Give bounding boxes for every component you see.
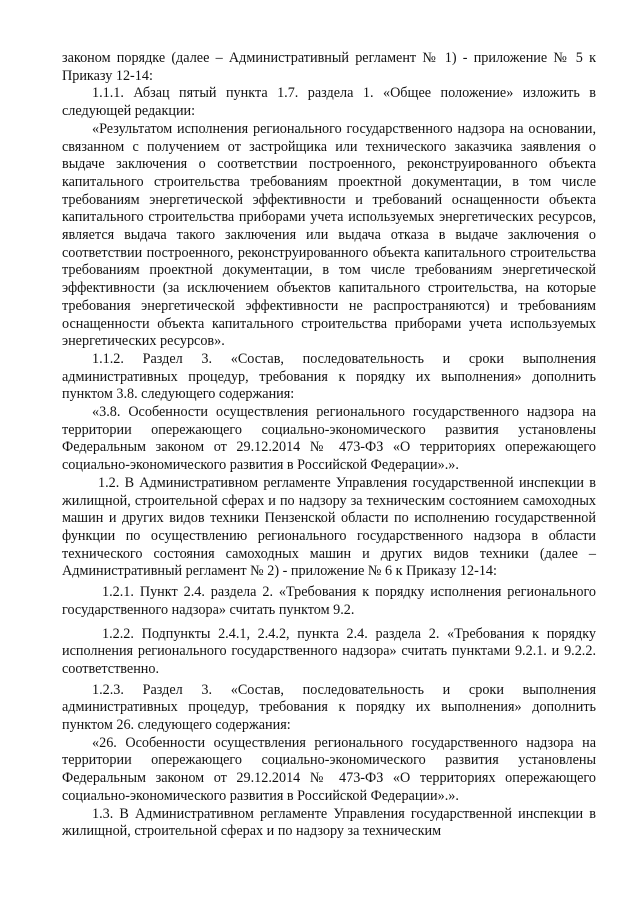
paragraph-quote-26: «26. Особенности осуществления регионального государственного надзора на территории опережающего социально-экономического развития установлены Федеральным законом от 29.12.2014 № 473-ФЗ «О территориях опережающего социально-экономического развития в Российской Федерации».». bbox=[62, 734, 596, 804]
paragraph-1-1-2: 1.1.2. Раздел 3. «Состав, последовательность и сроки выполнения административных процедур, требования к порядку их выполнения» дополнить пунктом 3.8. следующего содержания: bbox=[62, 350, 596, 403]
paragraph-1-2: 1.2. В Административном регламенте Управления государственной инспекции в жилищной, строительной сферах и по надзору за техническим состоянием самоходных машин и других видов техники Пензенской области по исполнению государственной функции по осуществлению регионального государственного надзора в области технического состояния самоходных машин и других видов техники (далее – Административный регламент № 2) - приложение № 6 к Приказу 12-14: bbox=[62, 474, 596, 580]
paragraph-1-3: 1.3. В Административном регламенте Управления государственной инспекции в жилищной, строительной сферах и по надзору за техническим bbox=[62, 805, 596, 840]
paragraph-1-1-1: 1.1.1. Абзац пятый пункта 1.7. раздела 1. «Общее положение» изложить в следующей редакции: bbox=[62, 85, 596, 120]
paragraph-quote-3-8: «3.8. Особенности осуществления регионального государственного надзора на территории опережающего социально-экономического развития установлены Федеральным законом от 29.12.2014 № 473-ФЗ «О территориях опережающего социально-экономического развития в Российской Федерации».». bbox=[62, 404, 596, 474]
paragraph-1-2-2: 1.2.2. Подпункты 2.4.1, 2.4.2, пункта 2.4. раздела 2. «Требования к порядку исполнения регионального государственного надзора» считать пунктами 9.2.1. и 9.2.2. соответственно. bbox=[62, 625, 596, 677]
paragraph-intro-continuation: законом порядке (далее – Административный регламент № 1) - приложение № 5 к Приказу 12-14: bbox=[62, 50, 596, 84]
paragraph-quote-result: «Результатом исполнения регионального государственного надзора на основании, связанном с получением от застройщика или технического заказчика заявления о выдаче заключения о соответствии построенного, реконструированного объекта капитального строительства требованиям проектной документации, в том числе требованиям энергетической эффективности и требований оснащенности объекта капитального строительства приборами учета используемых энергетических ресурсов, является выдача такого заключения или выдача отказа в выдаче заключения о соответствии построенного, реконструированного объекта капитального строительства требованиям проектной документации, в том числе требованиям энергетической эффективности (за исключением объектов капитального строительства, на которые требования энергетической эффективности не распространяются) и требованиям оснащенности объекта капитального строительства приборами учета используемых энергетических ресурсов». bbox=[62, 120, 596, 350]
paragraph-1-2-1: 1.2.1. Пункт 2.4. раздела 2. «Требования к порядку исполнения регионального государственного надзора» считать пунктом 9.2. bbox=[62, 584, 596, 618]
paragraph-1-2-3: 1.2.3. Раздел 3. «Состав, последовательность и сроки выполнения административных процедур, требования к порядку их выполнения» дополнить пунктом 26. следующего содержания: bbox=[62, 681, 596, 734]
